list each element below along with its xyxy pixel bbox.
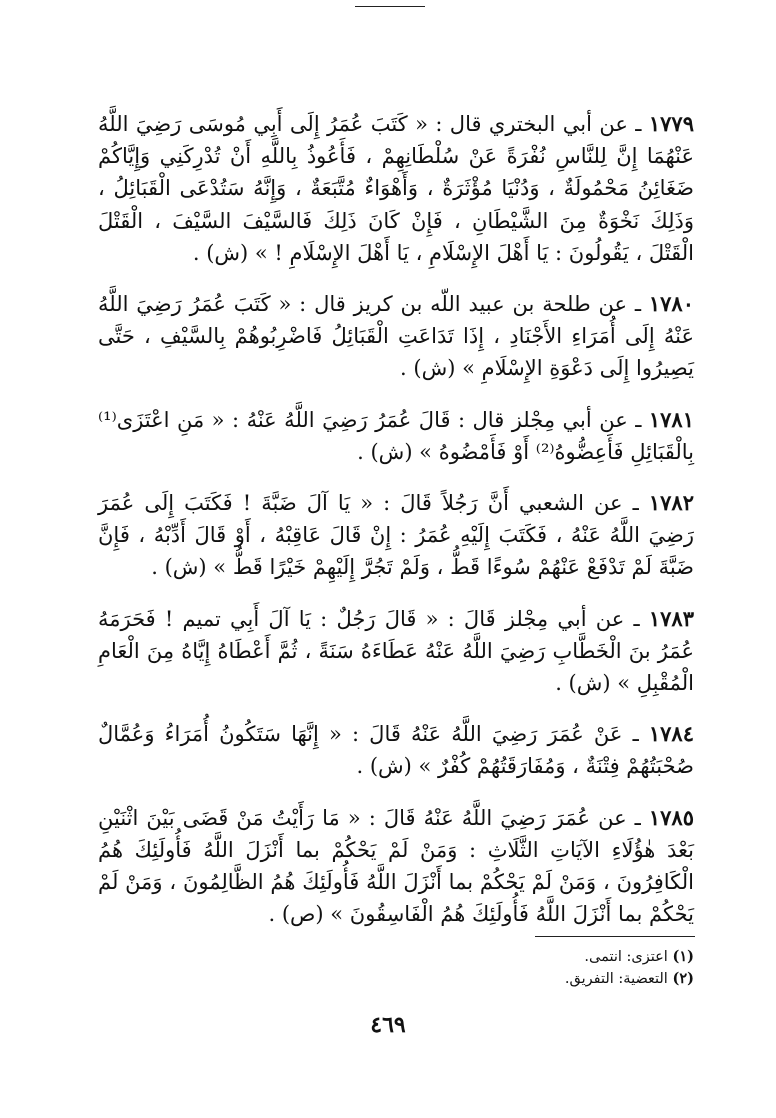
footnote-text: اعتزى: انتمى. [584,949,668,965]
hadith-number: ١٧٧٩ [648,111,694,136]
hadith-1779: ١٧٧٩ ـ عن أبي البختري قال : « كَتَبَ عُمَرُ إِلَى أَبِي مُوسَى رَضِيَ اللَّهُ عَنْهُمَا إِنَّ لِلنَّاسِ نُفْرَةً عَنْ سُلْطَانِهِمْ ، فَأَعُوذُ بِاللَّهِ أَنْ تُدْرِكَنِي وَإِيَّاكُمْ ضَغَائِنُ مَحْمُولَةٌ ، وَدُنْيَا مُؤْثَرَةٌ ، وَأَهْوَاءٌ مُتَّبَعَةٌ ، وَإِنَّهُ سَتُدْعَى الْقَبَائِلُ ، وَذَلِكَ نَخْوَةٌ مِنَ الشَّيْطَانِ ، فَإِنْ كَانَ ذَلِكَ فَالسَّيْفَ السَّيْفَ ، الْقَتْلَ الْقَتْلَ ، يَقُولُونَ : يَا أَهْلَ الإِسْلَامِ ، يَا أَهْلَ الإِسْلَامِ ! » (ش) . [98,111,694,265]
hadith-number: ١٧٨٠ [648,291,694,317]
hadith-1780: ١٧٨٠ ـ عن طلحة بن عبيد اللّه بن كريز قال : « كَتَبَ عُمَرُ رَضِيَ اللَّهُ عَنْهُ إِلَى أُمَرَاءِ الأَجْنَادِ ، إِذَا تَدَاعَتِ الْقَبَائِلُ فَاضْرِبُوهُمْ بِالسَّيْفِ ، حَتَّى يَصِيرُوا إِلَى دَعْوَةِ الإِسْلَامِ » (ش) . [98,291,694,381]
hadith-number: ١٧٨٢ [648,490,694,516]
footnote-divider [535,936,695,937]
hadith-number: ١٧٨٤ [648,721,694,747]
footnote-number: (١) [672,948,694,965]
hadith-number: ١٧٨٣ [648,605,694,631]
footnote-1 [98,946,694,968]
hadith-text: عن عُمَرَ رَضِيَ اللَّهُ عَنْهُ قَالَ : « مَا رَأَيْتُ مَنْ قَضَى بَيْنَ اثْنَيْنِ بَعْدَ هٰؤُلَاءِ الآيَاتِ الثَّلَاثِ : وَمَنْ لَمْ يَحْكُمْ بما أَنْزَلَ اللَّهُ فَأُولَئِكَ هُمُ الْكَافِرُونَ ، وَمَنْ لَمْ يَحْكُمْ بما أَنْزَلَ اللَّهُ فَأُولَئِكَ هُمُ الظَّالِمُونَ ، وَمَنْ لَمْ يَحْكُمْ بما أَنْزَلَ اللَّهُ فَأُولَئِكَ هُمُ الْفَاسِقُونَ » (ص) . [98,805,694,927]
page-number: ٤٦٩ [370,1012,406,1038]
hadith-text: عَنْ عُمَرَ رَضِيَ اللَّهُ عَنْهُ قَالَ : « إِنَّهَا سَتَكُونُ أُمَرَاءُ وَعُمَّالٌ صُحْبَتُهُمْ فِتْنَةٌ ، وَمُفَارَقَتُهُمْ كُفْرٌ » (ش) . [98,722,694,779]
footnote-text: التعضية: التفريق. [564,971,668,987]
hadith-1782: ١٧٨٢ ـ عن الشعبي أَنَّ رَجُلاً قَالَ : « يَا آلَ ضَبَّةَ ! فَكَتَبَ إِلَى عُمَرَ رَضِيَ اللَّهُ عَنْهُ ، فَكَتَبَ إِلَيْهِ عُمَرُ : إِنْ قَالَ عَاقِبْهُ ، أَوْ قَالَ أَدِّبْهُ ، فَإِنَّ ضَبَّةَ لَمْ تَدْفَعْ عَنْهُمْ سُوءًا قَطُّ ، وَلَمْ تَجُرَّ إِلَيْهِمْ خَيْرًا قَطُّ » (ش) . [98,490,694,580]
hadith-text: عن أبي البختري قال : « كَتَبَ عُمَرُ إِلَى أَبِي مُوسَى رَضِيَ اللَّهُ عَنْهُمَا إِنَّ لِلنَّاسِ نُفْرَةً عَنْ سُلْطَانِهِمْ ، فَأَعُوذُ بِاللَّهِ أَنْ تُدْرِكَنِي وَإِيَّاكُمْ ضَغَائِنُ مَحْمُولَةٌ ، وَدُنْيَا مُؤْثَرَةٌ ، وَأَهْوَاءٌ مُتَّبَعَةٌ ، وَإِنَّهُ سَتُدْعَى الْقَبَائِلُ ، وَذَلِكَ نَخْوَةٌ مِنَ الشَّيْطَانِ ، فَإِنْ كَانَ ذَلِكَ فَالسَّيْفَ السَّيْفَ ، الْقَتْلَ الْقَتْلَ ، يَقُولُونَ : يَا أَهْلَ الإِسْلَامِ ، يَا أَهْلَ الإِسْلَامِ ! » (ش) . [98,112,694,265]
hadith-1781: ١٧٨١ ـ عن أبي مِجْلز قال : قَالَ عُمَرُ رَضِيَ اللَّهُ عَنْهُ : « مَنِ اعْتَزَى⁽¹⁾ بِالْقَبَائِلِ فَأَعِضُّوهُ⁽²⁾ أَوْ فَأَمْضُوهُ » (ش) . [98,406,694,464]
top-rule [355,6,425,7]
footnote-number: (٢) [672,970,694,987]
hadith-text: عن أبي مِجْلز قَالَ : « قَالَ رَجُلٌ : يَا آلَ أَبِي تميم ! فَحَرَمَهُ عُمَرُ بنَ الْخَطَّابِ رَضِيَ اللَّهُ عَنْهُ عَطَاءَهُ سَنَةً ، ثُمَّ أَعْطَاهُ إِيَّاهُ مِنَ الْعَامِ الْمُقْبِلِ » (ش) . [98,606,694,696]
hadith-1784: ١٧٨٤ ـ عَنْ عُمَرَ رَضِيَ اللَّهُ عَنْهُ قَالَ : « إِنَّهَا سَتَكُونُ أُمَرَاءُ وَعُمَّالٌ صُحْبَتُهُمْ فِتْنَةٌ ، وَمُفَارَقَتُهُمْ كُفْرٌ » (ش) . [98,721,694,779]
hadith-text: عن طلحة بن عبيد اللّه بن كريز قال : « كَتَبَ عُمَرُ رَضِيَ اللَّهُ عَنْهُ إِلَى أُمَرَاءِ الأَجْنَادِ ، إِذَا تَدَاعَتِ الْقَبَائِلُ فَاضْرِبُوهُمْ بِالسَّيْفِ ، حَتَّى يَصِيرُوا إِلَى دَعْوَةِ الإِسْلَامِ » (ش) . [98,292,694,381]
hadith-number: ١٧٨٥ [648,804,694,830]
hadith-list [98,108,694,949]
hadith-text: عن الشعبي أَنَّ رَجُلاً قَالَ : « يَا آلَ ضَبَّةَ ! فَكَتَبَ إِلَى عُمَرَ رَضِيَ اللَّهُ عَنْهُ ، فَكَتَبَ إِلَيْهِ عُمَرُ : إِنْ قَالَ عَاقِبْهُ ، أَوْ قَالَ أَدِّبْهُ ، فَإِنَّ ضَبَّةَ لَمْ تَدْفَعْ عَنْهُمْ سُوءًا قَطُّ ، وَلَمْ تَجُرَّ إِلَيْهِمْ خَيْرًا قَطُّ » (ش) . [98,491,694,580]
hadith-number: ١٧٨١ [648,406,694,432]
footnotes [98,946,694,990]
footnote-2 [98,968,694,990]
hadith-1785: ١٧٨٥ ـ عن عُمَرَ رَضِيَ اللَّهُ عَنْهُ قَالَ : « مَا رَأَيْتُ مَنْ قَضَى بَيْنَ اثْنَيْنِ بَعْدَ هٰؤُلَاءِ الآيَاتِ الثَّلَاثِ : وَمَنْ لَمْ يَحْكُمْ بما أَنْزَلَ اللَّهُ فَأُولَئِكَ هُمُ الْكَافِرُونَ ، وَمَنْ لَمْ يَحْكُمْ بما أَنْزَلَ اللَّهُ فَأُولَئِكَ هُمُ الظَّالِمُونَ ، وَمَنْ لَمْ يَحْكُمْ بما أَنْزَلَ اللَّهُ فَأُولَئِكَ هُمُ الْفَاسِقُونَ » (ص) . [98,804,694,927]
hadith-text: عن أبي مِجْلز قال : قَالَ عُمَرُ رَضِيَ اللَّهُ عَنْهُ : « مَنِ اعْتَزَى⁽¹⁾ بِالْقَبَائِلِ فَأَعِضُّوهُ⁽²⁾ أَوْ فَأَمْضُوهُ » (ش) . [98,407,694,464]
hadith-1783: ١٧٨٣ ـ عن أبي مِجْلز قَالَ : « قَالَ رَجُلٌ : يَا آلَ أَبِي تميم ! فَحَرَمَهُ عُمَرُ بنَ الْخَطَّابِ رَضِيَ اللَّهُ عَنْهُ عَطَاءَهُ سَنَةً ، ثُمَّ أَعْطَاهُ إِيَّاهُ مِنَ الْعَامِ الْمُقْبِلِ » (ش) . [98,605,694,696]
